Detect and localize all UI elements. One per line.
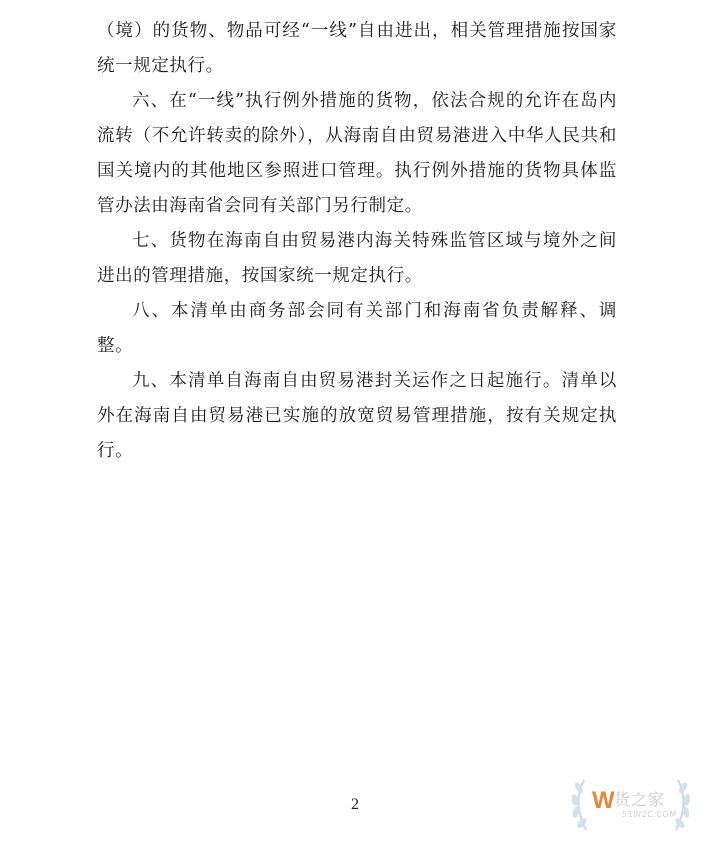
paragraph-7: 七、货物在海南自由贸易港内海关特殊监管区域与境外之间进出的管理措施，按国家统一规定执行。: [97, 231, 617, 286]
logo-w-icon: W: [592, 787, 615, 814]
body-text: [97, 14, 617, 469]
watermark-subtitle: 51W2C.COM: [622, 810, 677, 819]
laurel-right-icon: [674, 780, 691, 830]
page-number: 2: [351, 796, 359, 813]
paragraph-6: 六、在“一线”执行例外措施的货物，依法合规的允许在岛内流转（不允许转卖的除外），从海南自由贸易港进入中华人民共和国关境内的其他地区参照进口管理。执行例外措施的货物具体监管办法由海南省会同有关部门另行制定。: [97, 91, 617, 216]
paragraph-8: 八、本清单由商务部会同有关部门和海南省负责解释、调整。: [97, 301, 617, 356]
paragraph-1: （境）的货物、物品可经“一线”自由进出，相关管理措施按国家统一规定执行。: [97, 21, 617, 76]
paragraph-9: 九、本清单自海南自由贸易港封关运作之日起施行。清单以外在海南自由贸易港已实施的放宽贸易管理措施，按有关规定执行。: [97, 371, 617, 461]
watermark-brand: 货之家: [614, 790, 666, 809]
laurel-left-icon: [571, 780, 588, 830]
